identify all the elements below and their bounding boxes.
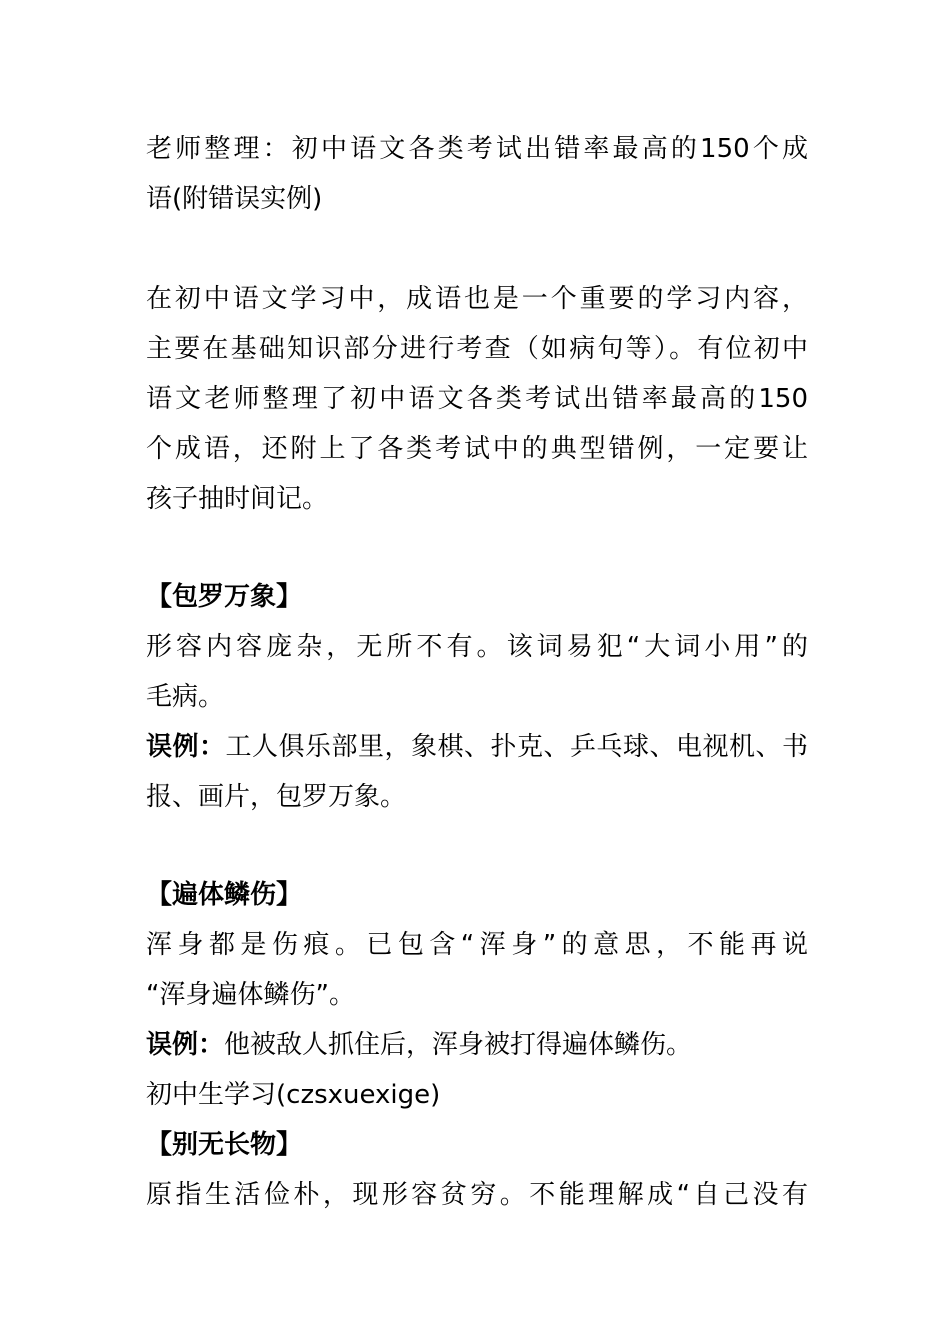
document-page [146, 124, 808, 1220]
idiom-heading: 【别无长物】 [146, 1130, 303, 1160]
title-line-2: 语(附错误实例) [146, 184, 323, 214]
intro-line: 孩子抽时间记。 [146, 484, 329, 514]
idiom-heading: 【包罗万象】 [146, 582, 303, 612]
idiom-entry [146, 572, 808, 822]
spacer [146, 224, 808, 274]
example-text: 工人俱乐部里，象棋、扑克、乒乓球、电视机、书 [225, 732, 808, 762]
idiom-definition-line: 毛病。 [146, 682, 225, 712]
spacer [146, 822, 808, 870]
example-line: 报、画片，包罗万象。 [146, 782, 407, 812]
example-line [146, 1020, 808, 1070]
title-line-1: 老师整理：初中语文各类考试出错率最高的150个成 [146, 134, 808, 164]
idiom-entry [146, 870, 808, 1120]
intro-line: 主要在基础知识部分进行考查（如病句等）。有位初中 [146, 334, 808, 364]
intro-paragraph [146, 274, 808, 524]
intro-line: 个成语，还附上了各类考试中的典型错例，一定要让 [146, 434, 808, 464]
source-note: 初中生学习(czsxuexige) [146, 1080, 441, 1110]
idiom-definition-line: “浑身遍体鳞伤”。 [146, 980, 355, 1010]
idiom-entry [146, 1120, 808, 1220]
idiom-definition-line: 浑身都是伤痕。已包含“浑身”的意思，不能再说 [146, 930, 808, 960]
idiom-heading: 【遍体鳞伤】 [146, 880, 303, 910]
example-label: 误例： [146, 1030, 225, 1060]
intro-line: 语文老师整理了初中语文各类考试出错率最高的150 [146, 384, 808, 414]
idiom-definition-line: 原指生活俭朴，现形容贫穷。不能理解成“自己没有 [146, 1180, 808, 1210]
example-text: 他被敌人抓住后，浑身被打得遍体鳞伤。 [224, 1030, 693, 1060]
idiom-definition-line: 形容内容庞杂，无所不有。该词易犯“大词小用”的 [146, 632, 808, 662]
spacer [146, 524, 808, 572]
example-label: 误例： [146, 732, 226, 762]
intro-line: 在初中语文学习中，成语也是一个重要的学习内容， [146, 284, 808, 314]
example-line [146, 722, 808, 772]
